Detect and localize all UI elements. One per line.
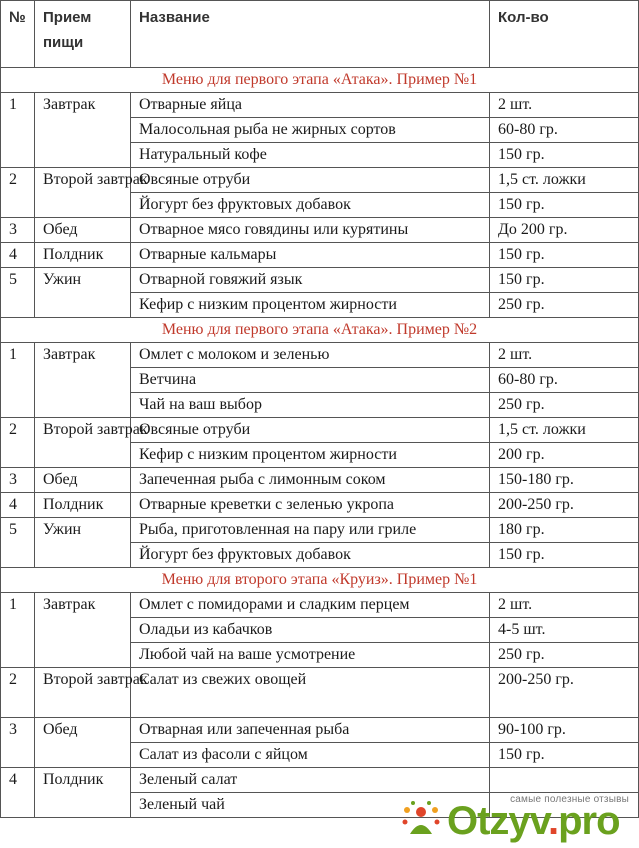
dish-quantity: 4-5 шт. [490,618,639,643]
dish-name: Кефир с низким процентом жирности [131,443,490,468]
dish-quantity: 150 гр. [490,243,639,268]
menu-body [1,68,639,818]
meal-number: 5 [1,268,35,318]
table-row [1,468,639,493]
dish-name: Отварные яйца [131,93,490,118]
dish-name: Йогурт без фруктовых добавок [131,543,490,568]
meal-name: Второй завтрак [35,668,131,718]
meal-number: 5 [1,518,35,568]
meal-name: Ужин [35,518,131,568]
dish-quantity: 60-80 гр. [490,118,639,143]
dish-name: Запеченная рыба с лимонным соком [131,468,490,493]
section-title: Меню для первого этапа «Атака». Пример №1 [1,68,639,93]
meal-number: 3 [1,468,35,493]
dish-quantity: 2 шт. [490,343,639,368]
dish-quantity: 2 шт. [490,593,639,618]
dish-quantity: 150-180 гр. [490,468,639,493]
meal-number: 1 [1,593,35,668]
table-row [1,718,639,743]
meal-name: Второй завтрак [35,418,131,468]
dish-name: Оладьи из кабачков [131,618,490,643]
dish-name: Малосольная рыба не жирных сортов [131,118,490,143]
dish-name: Чай на ваш выбор [131,393,490,418]
meal-number: 2 [1,418,35,468]
dish-quantity: 150 гр. [490,743,639,768]
meal-name: Полдник [35,768,131,818]
table-row [1,343,639,368]
dish-quantity: 150 гр. [490,143,639,168]
dish-name: Зеленый салат [131,768,490,793]
header-qty: Кол-во [490,1,639,68]
header-meal: Прием пищи [35,1,131,68]
dish-name: Овсяные отруби [131,418,490,443]
dish-name: Салат из фасоли с яйцом [131,743,490,768]
dish-name: Отварные креветки с зеленью укропа [131,493,490,518]
dish-quantity: 1,5 ст. ложки [490,418,639,443]
table-row [1,668,639,718]
dish-quantity: До 200 гр. [490,218,639,243]
sparkle-person-icon [401,800,441,840]
dish-name: Ветчина [131,368,490,393]
meal-number: 1 [1,93,35,168]
dish-quantity: 200 гр. [490,443,639,468]
dish-name: Отварная или запеченная рыба [131,718,490,743]
dish-quantity: 2 шт. [490,93,639,118]
meal-number: 3 [1,718,35,768]
watermark-caption: самые полезные отзывы [510,794,629,805]
meal-name: Завтрак [35,343,131,418]
meal-name: Завтрак [35,593,131,668]
meal-number: 4 [1,768,35,818]
table-row [1,768,639,793]
dish-name: Салат из свежих овощей [131,668,490,718]
meal-name: Второй завтрак [35,168,131,218]
section-title-row [1,68,639,93]
dish-quantity: 90-100 гр. [490,718,639,743]
table-row [1,493,639,518]
meal-name: Завтрак [35,93,131,168]
dish-name: Любой чай на ваше усмотрение [131,643,490,668]
dish-name: Рыба, приготовленная на пару или гриле [131,518,490,543]
table-row [1,218,639,243]
dish-quantity: 150 гр. [490,268,639,293]
dish-quantity: 1,5 ст. ложки [490,168,639,193]
meal-name: Полдник [35,493,131,518]
table-row [1,93,639,118]
dish-name: Отварные кальмары [131,243,490,268]
dish-quantity: 150 гр. [490,193,639,218]
dish-name: Омлет с помидорами и сладким перцем [131,593,490,618]
table-row [1,593,639,618]
meal-name: Обед [35,718,131,768]
header-num: № [1,1,35,68]
meal-number: 1 [1,343,35,418]
site-watermark [401,794,633,844]
dish-name: Овсяные отруби [131,168,490,193]
dish-quantity: 180 гр. [490,518,639,543]
meal-name: Обед [35,218,131,243]
dish-name: Натуральный кофе [131,143,490,168]
meal-name: Полдник [35,243,131,268]
section-title-row [1,568,639,593]
meal-number: 4 [1,243,35,268]
table-row [1,168,639,193]
dish-quantity: 250 гр. [490,643,639,668]
dish-quantity: 150 гр. [490,543,639,568]
dish-name: Отварное мясо говядины или курятины [131,218,490,243]
meal-name: Обед [35,468,131,493]
table-row [1,268,639,293]
dish-name: Зеленый чай [131,793,490,818]
meal-number: 2 [1,668,35,718]
table-row [1,243,639,268]
header-row [1,1,639,68]
watermark-brand: Otzyv.pro [447,799,620,843]
dish-quantity: 60-80 гр. [490,368,639,393]
dish-quantity: 200-250 гр. [490,668,639,718]
table-row [1,518,639,543]
section-title: Меню для второго этапа «Круиз». Пример №1 [1,568,639,593]
dish-quantity: 200-250 гр. [490,493,639,518]
section-title: Меню для первого этапа «Атака». Пример №2 [1,318,639,343]
dish-name: Йогурт без фруктовых добавок [131,193,490,218]
section-title-row [1,318,639,343]
dish-quantity [490,768,639,793]
meal-number: 3 [1,218,35,243]
dish-quantity: 250 гр. [490,293,639,318]
dish-quantity: 250 гр. [490,393,639,418]
table-row [1,418,639,443]
dish-name: Омлет с молоком и зеленью [131,343,490,368]
meal-number: 4 [1,493,35,518]
meal-number: 2 [1,168,35,218]
header-name: Название [131,1,490,68]
meal-name: Ужин [35,268,131,318]
dish-name: Отварной говяжий язык [131,268,490,293]
dish-name: Кефир с низким процентом жирности [131,293,490,318]
